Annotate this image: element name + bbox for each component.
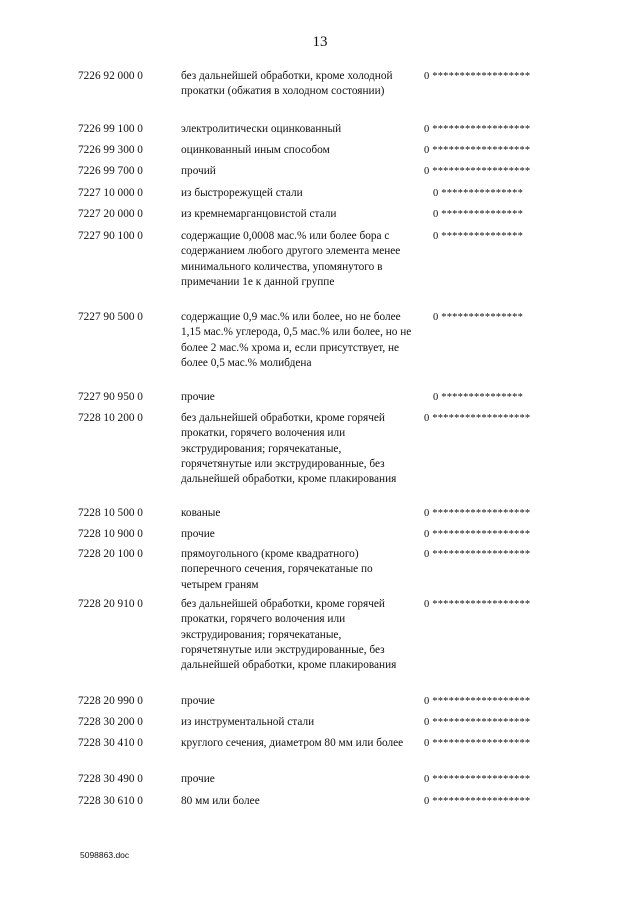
row-description: прямоугольного (кроме квадратного) поперечного сечения, горячекатаные по четырем граням	[181, 548, 373, 591]
row-code: 7226 99 700 0	[78, 165, 143, 177]
row-rate: 0 ******************	[424, 124, 531, 135]
row-rate: 0 ***************	[433, 312, 524, 323]
row-description: прочие	[181, 695, 215, 707]
row-description: из быстрорежущей стали	[181, 187, 303, 199]
document-filename: 5098863.doc	[80, 850, 130, 860]
row-code: 7228 20 100 0	[78, 548, 143, 560]
row-description: прочие	[181, 528, 215, 540]
row-code: 7226 99 300 0	[78, 144, 143, 156]
row-rate: 0 ******************	[424, 796, 531, 807]
row-description: содержащие 0,9 мас.% или более, но не более 1,15 мас.% углерода, 0,5 мас.% или более, но не более 2 мас.% хрома и, если присутствует, не более 0,5 мас.% молибдена	[181, 311, 412, 369]
row-code: 7228 20 910 0	[78, 598, 143, 610]
row-code: 7228 10 500 0	[78, 507, 143, 519]
row-description: прочие	[181, 391, 215, 403]
row-description: электролитически оцинкованный	[181, 123, 342, 135]
row-description: круглого сечения, диаметром 80 мм или более	[181, 737, 404, 749]
row-code: 7227 90 950 0	[78, 391, 143, 403]
row-description: без дальнейшей обработки, кроме горячей прокатки, горячего волочения или экструдирования; горячекатаные, горячетянутые или экструдированные, без дальнейшей обработки, кроме плакирования	[181, 412, 397, 486]
row-code: 7227 90 100 0	[78, 230, 143, 242]
row-rate: 0 ***************	[433, 188, 524, 199]
row-code: 7228 30 610 0	[78, 795, 143, 807]
row-rate: 0 ******************	[424, 145, 531, 156]
row-code: 7228 20 990 0	[78, 695, 143, 707]
row-code: 7227 10 000 0	[78, 187, 143, 199]
row-rate: 0 ******************	[424, 413, 531, 424]
row-description: оцинкованный иным способом	[181, 144, 330, 156]
row-code: 7227 20 000 0	[78, 208, 143, 220]
row-description: 80 мм или более	[181, 795, 260, 807]
row-code: 7228 10 200 0	[78, 412, 143, 424]
row-rate: 0 ******************	[424, 717, 531, 728]
row-rate: 0 ******************	[424, 774, 531, 785]
row-rate: 0 ******************	[424, 738, 531, 749]
row-code: 7228 10 900 0	[78, 528, 143, 540]
row-code: 7226 99 100 0	[78, 123, 143, 135]
row-rate: 0 ******************	[424, 529, 531, 540]
row-code: 7228 30 410 0	[78, 737, 143, 749]
row-description: содержащие 0,0008 мас.% или более бора с содержанием любого другого элемента менее минимального количества, упомянутого в примечании 1е к данной группе	[181, 230, 401, 288]
row-code: 7228 30 200 0	[78, 716, 143, 728]
row-description: прочие	[181, 773, 215, 785]
row-rate: 0 ******************	[424, 549, 531, 560]
row-rate: 0 ******************	[424, 71, 531, 82]
row-description: без дальнейшей обработки, кроме горячей прокатки, горячего волочения или экструдирования; горячекатаные, горячетянутые или экструдированные, без дальнейшей обработки, кроме плакирования	[181, 598, 397, 672]
row-rate: 0 ***************	[433, 231, 524, 242]
row-code: 7227 90 500 0	[78, 311, 143, 323]
row-rate: 0 ******************	[424, 166, 531, 177]
row-description: кованые	[181, 507, 221, 519]
row-rate: 0 ******************	[424, 696, 531, 707]
row-description: из кремнемарганцовистой стали	[181, 208, 337, 220]
row-description: без дальнейшей обработки, кроме холодной прокатки (обжатия в холодном состоянии)	[181, 70, 393, 98]
row-code: 7228 30 490 0	[78, 773, 143, 785]
row-description: прочий	[181, 165, 216, 177]
row-code: 7226 92 000 0	[78, 70, 143, 82]
row-rate: 0 ******************	[424, 508, 531, 519]
row-rate: 0 ***************	[433, 209, 524, 220]
page-number: 13	[312, 34, 328, 50]
row-rate: 0 ******************	[424, 599, 531, 610]
row-description: из инструментальной стали	[181, 716, 315, 728]
row-rate: 0 ***************	[433, 392, 524, 403]
